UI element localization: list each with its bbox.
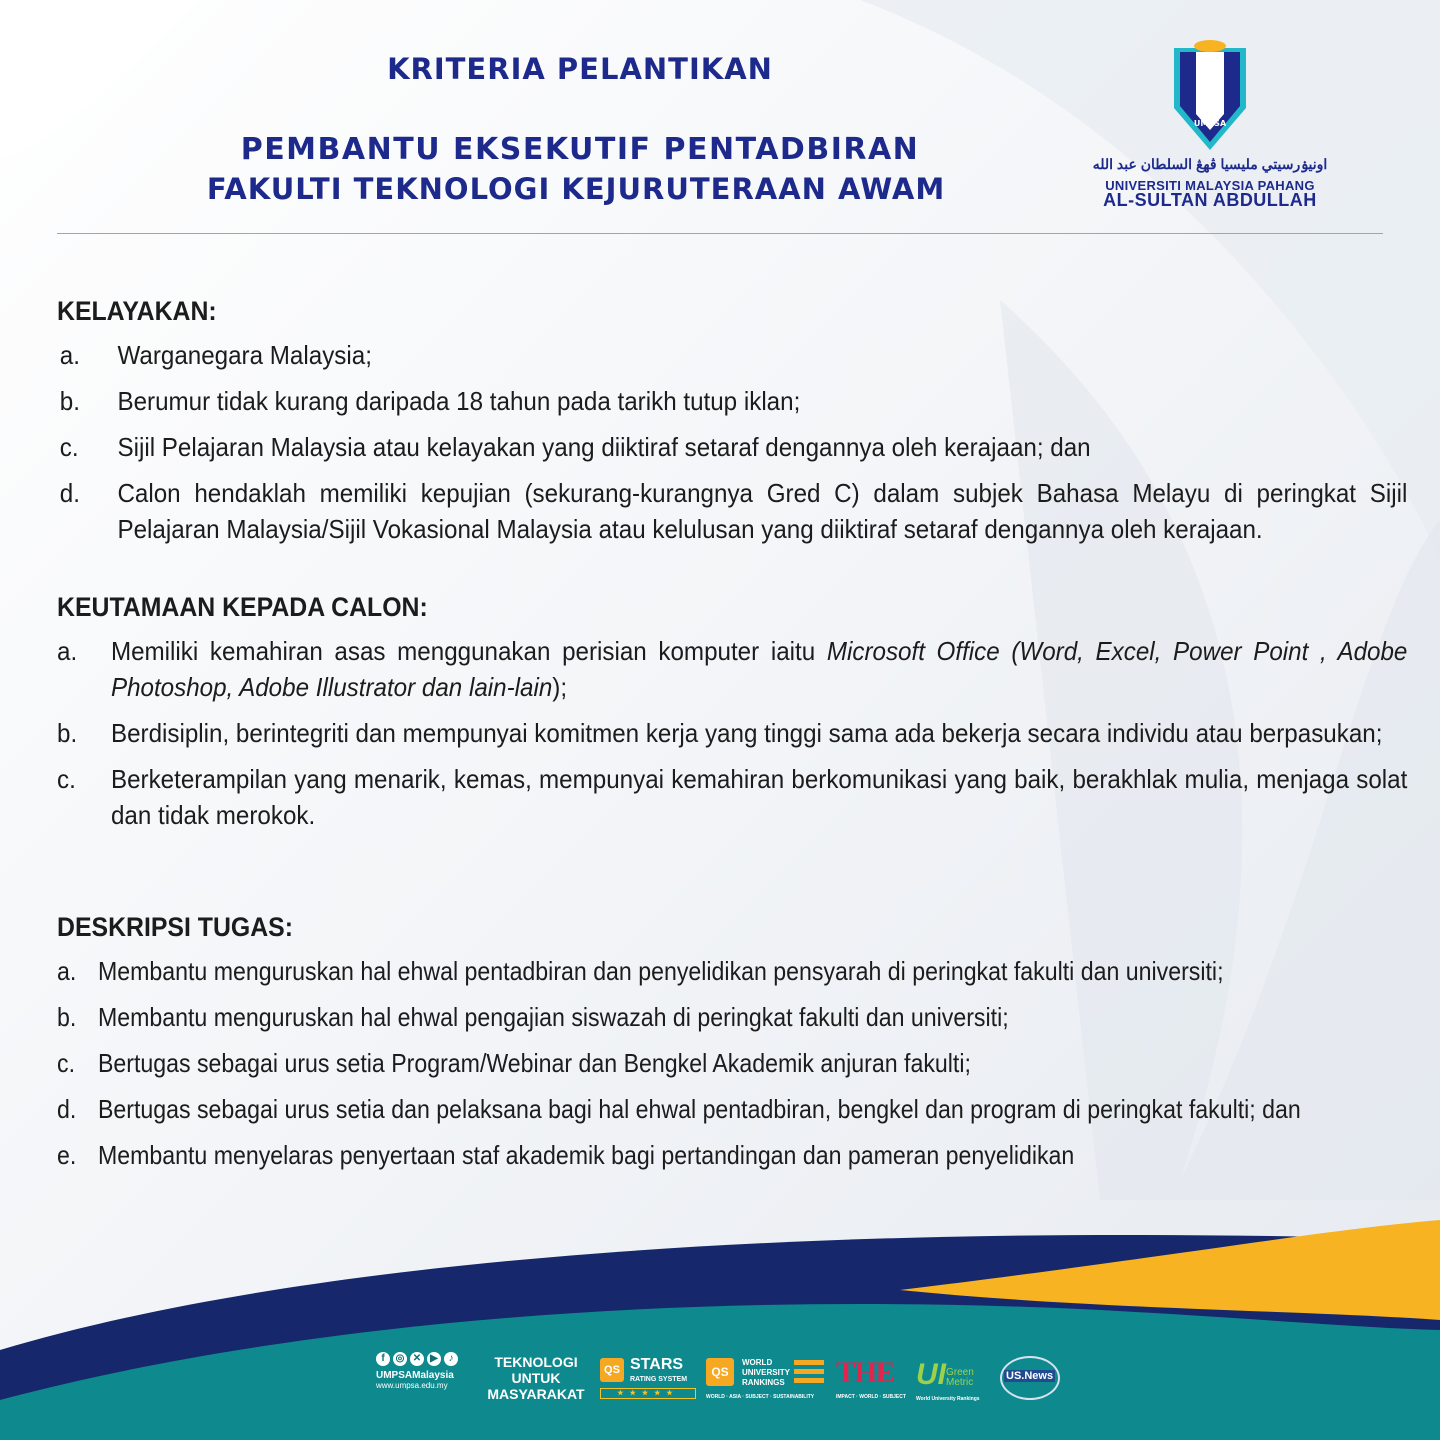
list-letter: c. bbox=[57, 764, 76, 794]
list-item bbox=[57, 1137, 1406, 1173]
section-keutamaan bbox=[57, 592, 1407, 833]
the-sub: IMPACT · WORLD · SUBJECT bbox=[836, 1394, 906, 1400]
qs-stars-label: STARS bbox=[630, 1356, 684, 1373]
position-title: PEMBANTU EKSEKUTIF PENTADBIRAN bbox=[240, 132, 920, 167]
list-letter: e. bbox=[57, 1140, 77, 1170]
list-letter: d. bbox=[59, 478, 80, 508]
tiktok-icon[interactable]: ♪ bbox=[444, 1352, 458, 1366]
list-letter: b. bbox=[57, 718, 78, 748]
list-letter: d. bbox=[57, 1094, 77, 1124]
list-item bbox=[57, 633, 1407, 705]
logo-university-name: UNIVERSITI MALAYSIA PAHANG bbox=[1105, 178, 1315, 193]
usnews-label: US.News bbox=[1006, 1370, 1054, 1382]
list-text: Berumur tidak kurang daripada 18 tahun pada tarikh tutup iklan; bbox=[117, 386, 801, 416]
list-text: Membantu menguruskan hal ehwal pentadbiran dan penyelidikan pensyarah di peringkat fakulti dan universiti; bbox=[97, 956, 1224, 986]
list-text-software: Microsoft Office (Word, Excel, Power Point , Adobe Photoshop, Adobe Illustrator dan lain-lain bbox=[110, 636, 1408, 702]
list-text: Sijil Pelajaran Malaysia atau kelayakan yang diiktiraf setaraf dengannya oleh kerajaan; dan bbox=[117, 432, 1091, 462]
footer-logos bbox=[376, 1352, 1066, 1406]
slogan-line: MASYARAKAT bbox=[487, 1386, 585, 1402]
list-letter: a. bbox=[57, 956, 77, 986]
shield-icon bbox=[1170, 38, 1250, 154]
section-heading: DESKRIPSI TUGAS: bbox=[57, 912, 294, 942]
slogan bbox=[480, 1354, 592, 1402]
facebook-icon[interactable]: f bbox=[376, 1352, 390, 1366]
list-text: Bertugas sebagai urus setia dan pelaksana bagi hal ehwal pentadbiran, bengkel dan program di peringkat fakulti; dan bbox=[97, 1094, 1301, 1124]
list-text: Membantu menyelaras penyertaan staf akademik bagi pertandingan dan pameran penyelidikan bbox=[97, 1140, 1075, 1170]
list-text: Berketerampilan yang menarik, kemas, mempunyai kemahiran berkomunikasi yang baik, berakhlak mulia, menjaga solat dan tidak merokok. bbox=[110, 764, 1408, 830]
social-handle: UMPSAMalaysia bbox=[376, 1370, 454, 1381]
logo-sultan-name: AL-SULTAN ABDULLAH bbox=[1103, 190, 1317, 210]
faculty-title: FAKULTI TEKNOLOGI KEJURUTERAAN AWAM bbox=[206, 172, 946, 206]
qs-stars-sub: RATING SYSTEM bbox=[630, 1376, 688, 1383]
list-text: Membantu menguruskan hal ehwal pengajian siswazah di peringkat fakulti dan universiti; bbox=[97, 1002, 1009, 1032]
list-item bbox=[57, 999, 1406, 1035]
social-links bbox=[376, 1352, 472, 1390]
list-text: Calon hendaklah memiliki kepujian (sekurang-kurangnya Gred C) dalam subjek Bahasa Melayu di peringkat Sijil Pelajaran Malaysia/Sijil Vokasional Malaysia atau kelulusan yang diiktiraf setaraf dengannya oleh kerajaan. bbox=[117, 478, 1408, 544]
list-item bbox=[57, 337, 1407, 373]
list-item bbox=[57, 715, 1407, 751]
list-text-end: ); bbox=[552, 672, 568, 702]
slogan-line: TEKNOLOGI bbox=[494, 1354, 578, 1370]
list-letter: c. bbox=[57, 1048, 76, 1078]
logo-jawi-text: اونيۏرسيتي مليسيا ڤهڠ السلطان عبد الله bbox=[1092, 156, 1328, 172]
list-letter: b. bbox=[59, 386, 80, 416]
greenmetric-badge bbox=[916, 1356, 986, 1402]
x-icon[interactable]: ✕ bbox=[410, 1352, 424, 1366]
ui-logo: UI bbox=[916, 1358, 946, 1391]
instagram-icon[interactable]: ◎ bbox=[393, 1352, 407, 1366]
list-item bbox=[57, 1091, 1406, 1127]
qs-wur-badge bbox=[706, 1356, 826, 1400]
section-deskripsi bbox=[57, 912, 1407, 1173]
list-item bbox=[57, 761, 1407, 833]
bars-icon bbox=[794, 1360, 824, 1386]
slogan-line: UNTUK bbox=[511, 1370, 561, 1386]
qs-icon: QS bbox=[706, 1358, 734, 1386]
list-text: Bertugas sebagai urus setia Program/Webinar dan Bengkel Akademik anjuran fakulti; bbox=[97, 1048, 971, 1078]
list-letter: a. bbox=[57, 636, 78, 666]
list-item bbox=[57, 429, 1407, 465]
section-kelayakan bbox=[57, 296, 1407, 547]
star-rating-icon: ★★★★★ bbox=[600, 1388, 696, 1399]
svg-text:UMPSA: UMPSA bbox=[1193, 119, 1227, 128]
header bbox=[0, 0, 1440, 240]
social-icons bbox=[376, 1352, 472, 1366]
page-title: KRITERIA PELANTIKAN bbox=[387, 52, 773, 86]
usnews-badge bbox=[998, 1356, 1064, 1396]
section-heading: KELAYAKAN: bbox=[57, 296, 217, 326]
list-text: Berdisiplin, berintegriti dan mempunyai komitmen kerja yang tinggi sama ada bekerja secara individu atau berpasukan; bbox=[110, 718, 1383, 748]
website-link[interactable]: www.umpsa.edu.my bbox=[376, 1381, 448, 1390]
greenmetric-sub: World University Rankings bbox=[916, 1396, 980, 1402]
list-item bbox=[57, 475, 1407, 547]
the-logo: THE bbox=[836, 1356, 894, 1389]
qs-stars-badge bbox=[600, 1356, 696, 1396]
list-text: Warganegara Malaysia; bbox=[117, 340, 372, 370]
list-letter: c. bbox=[59, 432, 79, 462]
qs-icon: QS bbox=[600, 1358, 624, 1382]
list-item bbox=[57, 1045, 1406, 1081]
list-text-plain: Memiliki kemahiran asas menggunakan perisian komputer iaitu bbox=[110, 636, 827, 666]
youtube-icon[interactable]: ▶ bbox=[427, 1352, 441, 1366]
list-letter: a. bbox=[59, 340, 80, 370]
list-letter: b. bbox=[57, 1002, 77, 1032]
the-badge bbox=[836, 1356, 912, 1400]
section-heading: KEUTAMAAN KEPADA CALON: bbox=[57, 592, 428, 622]
list-item bbox=[57, 383, 1407, 419]
list-item bbox=[57, 953, 1406, 989]
greenmetric-label: Green Metric bbox=[946, 1367, 974, 1388]
wur-sub: WORLD · ASIA · SUBJECT · SUSTAINABILITY bbox=[706, 1394, 815, 1400]
list-text bbox=[111, 633, 1407, 705]
header-divider bbox=[57, 233, 1383, 234]
university-logo bbox=[1090, 38, 1330, 218]
wur-label: WORLD UNIVERSITY RANKINGS bbox=[742, 1358, 790, 1387]
